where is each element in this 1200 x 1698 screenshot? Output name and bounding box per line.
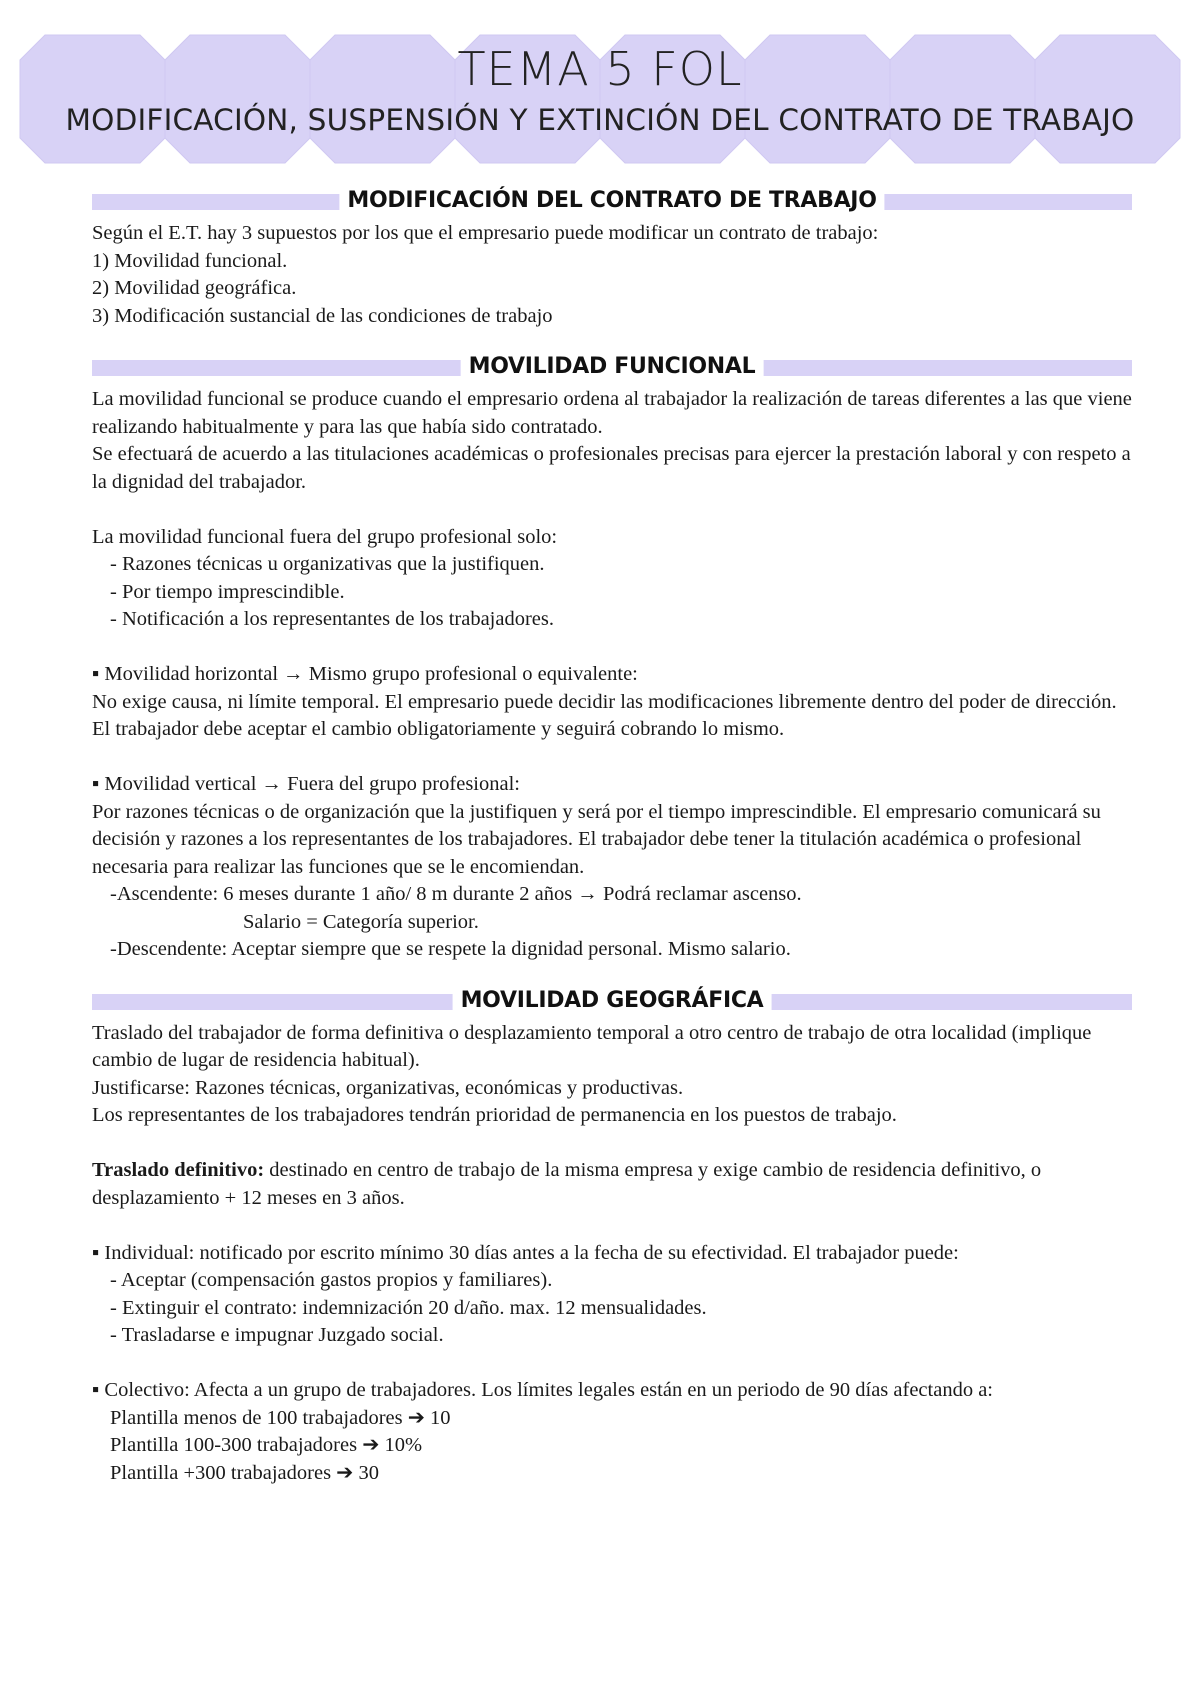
page-subtitle: MODIFICACIÓN, SUSPENSIÓN Y EXTINCIÓN DEL CONTRATO DE TRABAJO xyxy=(65,103,1135,137)
paragraph: La movilidad funcional fuera del grupo profesional solo: xyxy=(92,525,558,548)
list-item: Plantilla 100-300 trabajadores ➔ 10% xyxy=(110,1434,423,1456)
list-item: -Ascendente: 6 meses durante 1 año/ 8 m durante 2 años → Podrá reclamar ascenso. xyxy=(110,883,802,905)
paragraph: Se efectuará de acuerdo a las titulaciones académicas o profesionales precisas para ejercer la prestación laboral y con respeto a la dignidad del trabajador. xyxy=(92,443,1136,493)
list-item: - Extinguir el contrato: indemnización 20 d/año. max. 12 mensualidades. xyxy=(110,1296,707,1319)
list-item: - Por tiempo imprescindible. xyxy=(110,580,345,603)
term-definition: destinado en centro de trabajo de la misma empresa y exige cambio de residencia definitivo, o desplazamiento + 12 meses en 3 años. xyxy=(92,1159,1047,1209)
list-item: 1) Movilidad funcional. xyxy=(92,249,288,272)
page-title: TEMA 5 FOL xyxy=(457,42,743,96)
list-item-continuation: Salario = Categoría superior. xyxy=(243,910,479,933)
paragraph: Traslado del trabajador de forma definitiva o desplazamiento temporal a otro centro de trabajo de otra localidad (implique cambio de lugar de residencia habitual). xyxy=(92,1021,1097,1071)
section-heading xyxy=(92,186,1132,216)
list-item: 3) Modificación sustancial de las condiciones de trabajo xyxy=(92,304,553,327)
paragraph: Por razones técnicas o de organización que la justifiquen y será por el tiempo imprescindible. El empresario comunicará su decisión y razones a los representantes de los trabajadores. El trabajador debe tener la titulación académica o profesional necesaria para realizar las funciones que se le encomiendan. xyxy=(92,800,1107,878)
paragraph: Justificarse: Razones técnicas, organizativas, económicas y productivas. xyxy=(92,1076,684,1099)
section-heading xyxy=(92,986,1132,1016)
list-item: Plantilla +300 trabajadores ➔ 30 xyxy=(110,1461,379,1484)
document-body xyxy=(92,186,1138,1487)
paragraph: Los representantes de los trabajadores tendrán prioridad de permanencia en los puestos de trabajo. xyxy=(92,1104,897,1126)
section-heading-label: MOVILIDAD GEOGRÁFICA xyxy=(453,986,772,1016)
list-item: - Trasladarse e impugnar Juzgado social. xyxy=(110,1324,444,1346)
list-item: - Notificación a los representantes de los trabajadores. xyxy=(110,608,554,630)
bold-term: Traslado definitivo: xyxy=(92,1159,265,1181)
section-heading-label: MOVILIDAD FUNCIONAL xyxy=(461,352,764,382)
paragraph: No exige causa, ni límite temporal. El empresario puede decidir las modificaciones libremente dentro del poder de dirección. El trabajador debe aceptar el cambio obligatoriamente y seguirá cobrando lo mismo. xyxy=(92,690,1122,740)
bullet-heading: ▪ Individual: notificado por escrito mínimo 30 días antes a la fecha de su efectividad. El trabajador puede: xyxy=(92,1241,959,1264)
list-item: 2) Movilidad geográfica. xyxy=(92,277,297,299)
section-heading-label: MODIFICACIÓN DEL CONTRATO DE TRABAJO xyxy=(339,186,884,216)
bullet-heading: ▪ Movilidad horizontal → Mismo grupo profesional o equivalente: xyxy=(92,663,638,685)
paragraph: La movilidad funcional se produce cuando el empresario ordena al trabajador la realización de tareas diferentes a las que viene realizando habitualmente y para las que había sido contratado. xyxy=(92,388,1138,438)
text-line: Según el E.T. hay 3 supuestos por los que el empresario puede modificar un contrato de trabajo: xyxy=(92,222,879,244)
bullet-heading: ▪ Colectivo: Afecta a un grupo de trabajadores. Los límites legales están en un periodo de 90 días afectando a: xyxy=(92,1379,993,1401)
title-banner xyxy=(0,0,1200,175)
list-item: - Aceptar (compensación gastos propios y familiares). xyxy=(110,1269,553,1291)
list-item: -Descendente: Aceptar siempre que se respete la dignidad personal. Mismo salario. xyxy=(110,938,791,960)
list-item: - Razones técnicas u organizativas que la justifiquen. xyxy=(110,553,545,575)
paragraph xyxy=(92,1157,1132,1212)
section-heading xyxy=(92,352,1132,382)
list-item: Plantilla menos de 100 trabajadores ➔ 10 xyxy=(110,1406,451,1429)
bullet-heading: ▪ Movilidad vertical → Fuera del grupo profesional: xyxy=(92,773,520,795)
